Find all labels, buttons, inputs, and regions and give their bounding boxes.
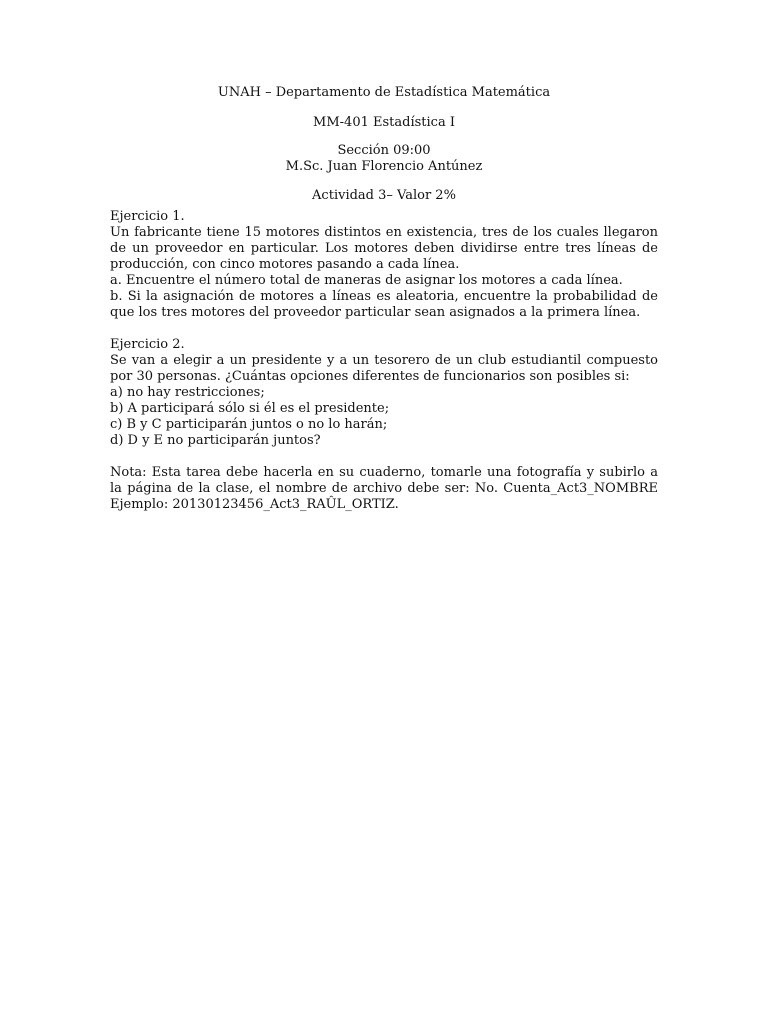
spacer	[110, 449, 658, 465]
exercise-2-item-a: a) no hay restricciones;	[110, 385, 265, 400]
exercise-1-part-b: b. Si la asignación de motores a líneas es aleatoria, encuentre la probabilidad de que los tres motores del proveedor particular sean asignados a la primera línea.	[110, 289, 658, 320]
exercise-1-part-a: a. Encuentre el número total de maneras de asignar los motores a cada línea.	[110, 273, 623, 288]
spacer	[110, 321, 658, 337]
exercise-2-item-b: b) A participará sólo si él es el presidente;	[110, 401, 390, 416]
exercise-2	[110, 337, 658, 449]
submission-note: Nota: Esta tarea debe hacerla en su cuaderno, tomarle una fotografía y subirlo a la página de la clase, el nombre de archivo debe ser: No. Cuenta_Act3_NOMBRE Ejemplo: 20130123456_Act3_RAÛL_ORTIZ.	[110, 465, 658, 512]
exercise-2-title: Ejercicio 2.	[110, 337, 185, 352]
university-heading: UNAH – Departamento de Estadística Matemática	[217, 85, 551, 100]
section-heading: Sección 09:00	[337, 143, 431, 158]
exercise-1-title: Ejercicio 1.	[110, 209, 185, 224]
document-body	[110, 209, 658, 513]
exercise-1	[110, 209, 658, 321]
professor-heading: M.Sc. Juan Florencio Antúnez	[285, 159, 483, 174]
course-heading: MM-401 Estadística I	[313, 115, 455, 130]
exercise-2-item-d: d) D y E no participarán juntos?	[110, 433, 321, 448]
exercise-1-statement: Un fabricante tiene 15 motores distintos en existencia, tres de los cuales llegaron de un proveedor en particular. Los motores deben dividirse entre tres líneas de producción, con cinco motores pasando a cada línea.	[110, 225, 658, 272]
activity-heading: Actividad 3– Valor 2%	[312, 188, 456, 203]
exercise-2-item-c: c) B y C participarán juntos o no lo harán;	[110, 417, 388, 432]
exercise-2-statement: Se van a elegir a un presidente y a un tesorero de un club estudiantil compuesto por 30 personas. ¿Cuántas opciones diferentes de funcionarios son posibles si:	[110, 353, 658, 384]
document-header	[110, 85, 658, 204]
